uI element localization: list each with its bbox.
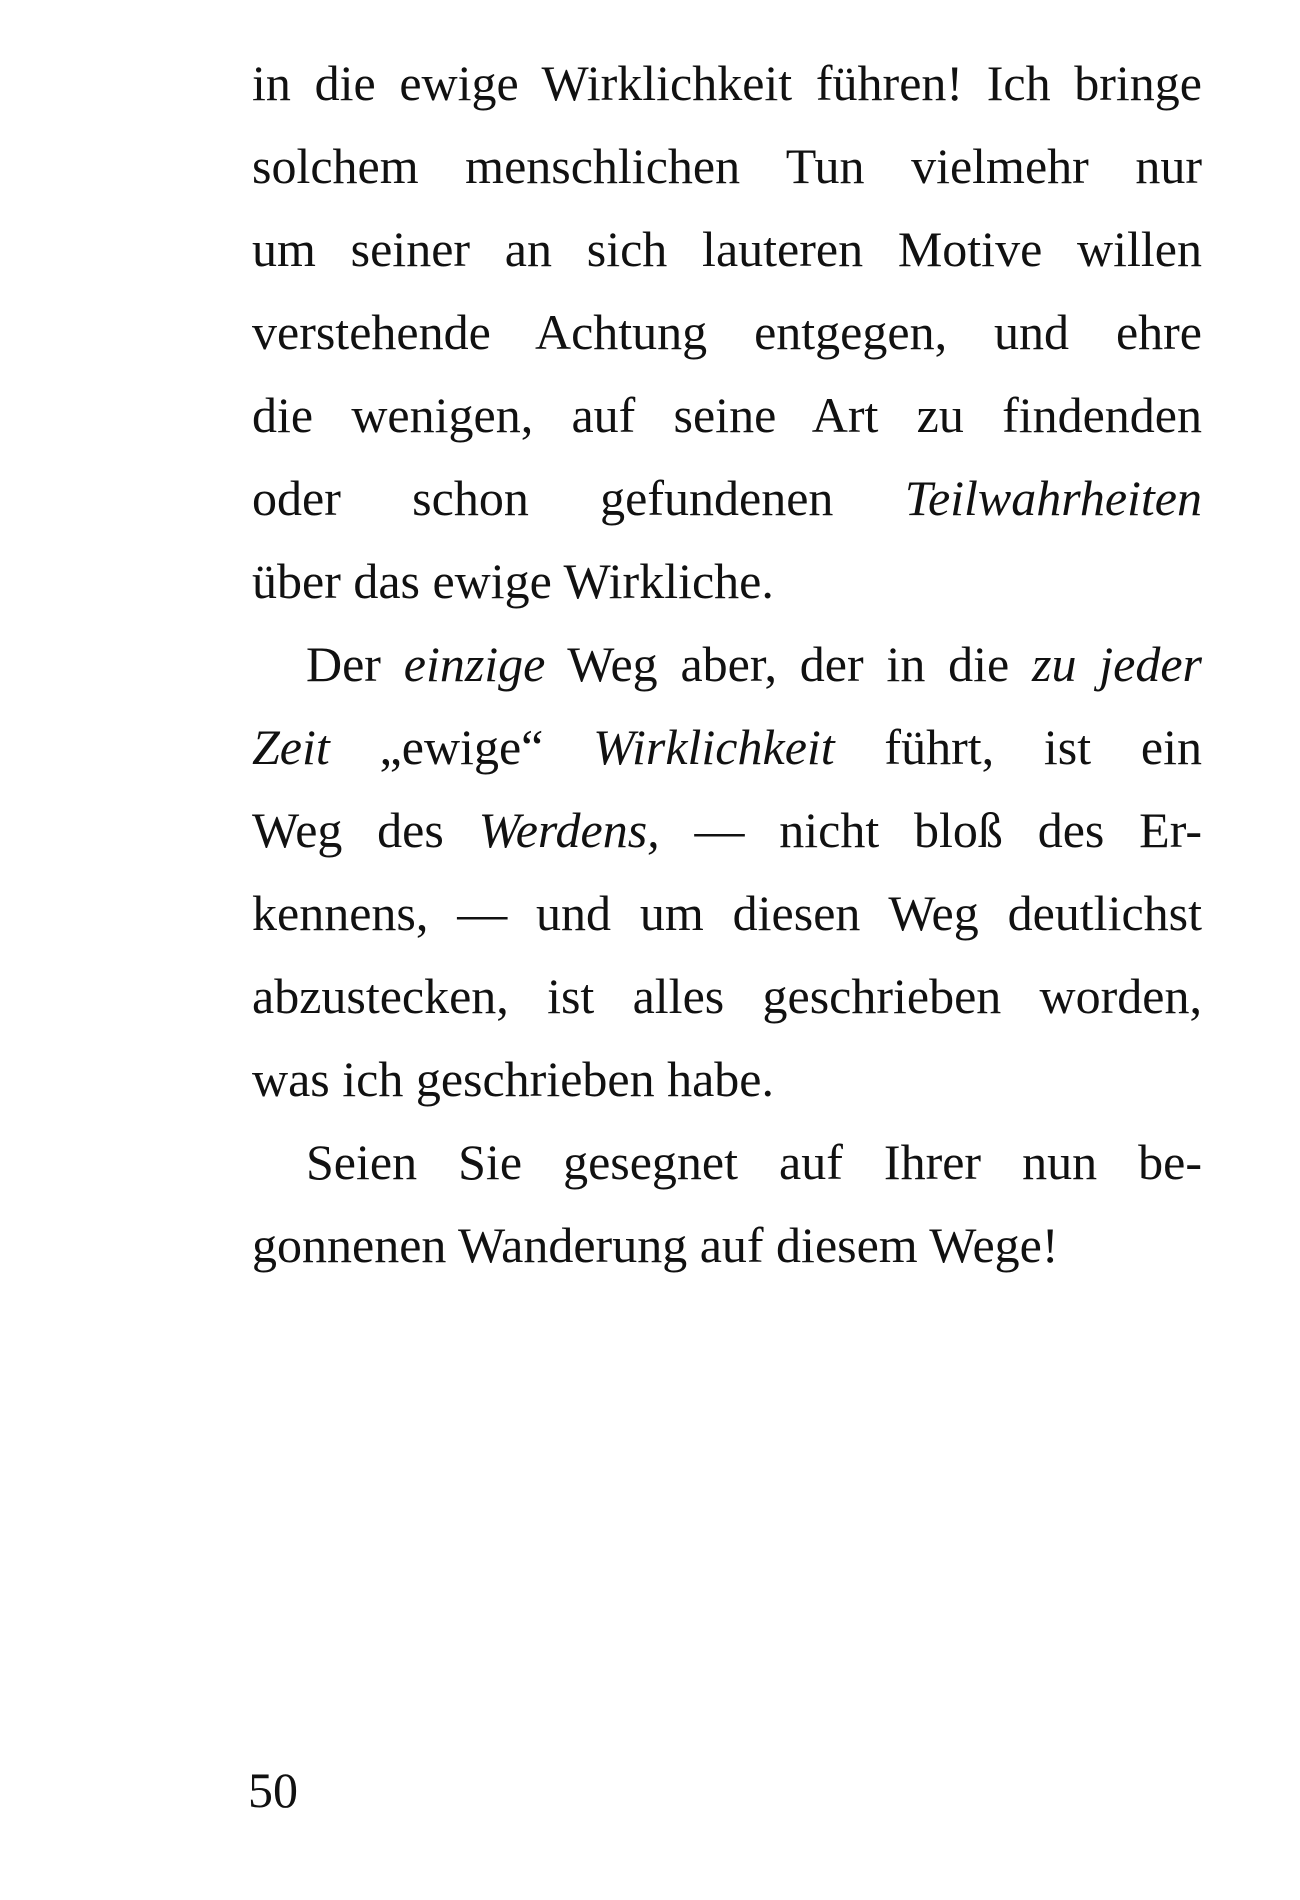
text-run: oder schon gefundenen <box>252 470 905 526</box>
text-line <box>252 125 1202 208</box>
text-line <box>252 540 1202 623</box>
text-line <box>252 457 1202 540</box>
text-line <box>252 706 1202 789</box>
body-text <box>252 42 1202 1287</box>
text-run: gonnenen Wanderung auf diesem Wege! <box>252 1217 1059 1273</box>
text-run: solchem menschlichen Tun vielmehr nur <box>252 138 1202 194</box>
text-line <box>252 374 1202 457</box>
italic-text-run: Wirklichkeit <box>593 719 835 775</box>
text-line <box>252 1204 1202 1287</box>
text-run: „ewige“ <box>329 719 594 775</box>
italic-text-run: Teilwahrheiten <box>904 470 1202 526</box>
text-line <box>252 1038 1202 1121</box>
text-run: kennens, — und um diesen Weg deutlichst <box>252 885 1202 941</box>
text-line <box>252 208 1202 291</box>
text-run: in die ewige Wirklichkeit führen! Ich bringe <box>252 55 1202 111</box>
text-run: Weg aber, der in die <box>545 636 1032 692</box>
text-line <box>252 872 1202 955</box>
text-line <box>252 1121 1202 1204</box>
text-line <box>252 623 1202 706</box>
italic-text-run: zu jeder <box>1032 636 1202 692</box>
text-line <box>252 789 1202 872</box>
italic-text-run: Werdens, <box>478 802 660 858</box>
text-line <box>252 42 1202 125</box>
text-run: was ich geschrieben habe. <box>252 1051 774 1107</box>
text-run: um seiner an sich lauteren Motive willen <box>252 221 1202 277</box>
text-run: verstehende Achtung entgegen, und ehre <box>252 304 1202 360</box>
text-run: Seien Sie gesegnet auf Ihrer nun be- <box>306 1134 1202 1190</box>
text-run: die wenigen, auf seine Art zu findenden <box>252 387 1202 443</box>
text-run: Der <box>306 636 404 692</box>
page-number: 50 <box>248 1762 298 1818</box>
italic-text-run: einzige <box>403 636 546 692</box>
text-run: abzustecken, ist alles geschrieben worden, <box>252 968 1202 1024</box>
text-line <box>252 291 1202 374</box>
text-run: über das ewige Wirkliche. <box>252 553 774 609</box>
italic-text-run: Zeit <box>252 719 330 775</box>
text-run: führt, ist ein <box>834 719 1202 775</box>
text-line <box>252 955 1202 1038</box>
text-run: Weg des <box>252 802 479 858</box>
text-run: — nicht bloß des Er- <box>659 802 1203 858</box>
